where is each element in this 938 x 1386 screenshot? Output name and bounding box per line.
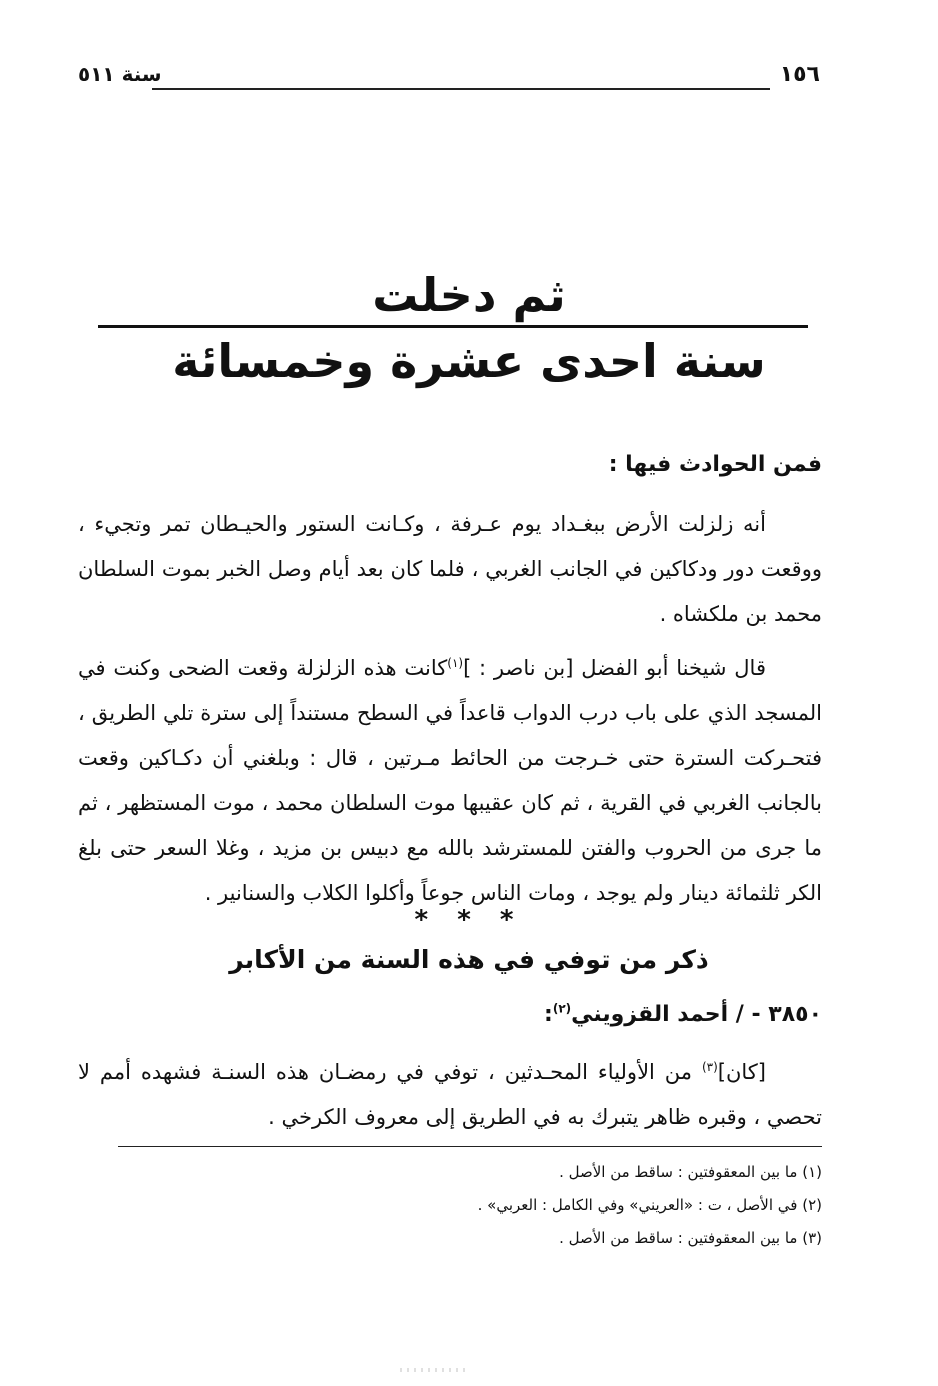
biography-entry-heading bbox=[544, 1002, 822, 1027]
paragraph-text: قال شيخنا أبو الفضل [بن ناصر : ] bbox=[463, 656, 766, 680]
page-number: ١٥٦ bbox=[779, 62, 820, 87]
title-divider bbox=[98, 325, 808, 328]
paragraph-earthquake bbox=[78, 502, 822, 637]
section-separator: * * * bbox=[414, 905, 524, 935]
scan-speckle bbox=[400, 1368, 470, 1372]
section-heading: ذكر من توفي في هذه السنة من الأكابر bbox=[229, 945, 709, 974]
chapter-title-line1: ثم دخلت bbox=[372, 268, 566, 322]
footnote-ref-1[interactable]: (١) bbox=[447, 656, 464, 670]
footnote-ref-2[interactable]: (٢) bbox=[552, 1001, 572, 1016]
bracket-text: [كان] bbox=[717, 1060, 766, 1084]
paragraph-biography bbox=[78, 1050, 822, 1140]
paragraph-text: كانت هذه الزلزلة وقعت الضحى وكنت في المسجد الذي على باب درب الدواب قاعداً في السطح مستنداً إلى سترة تلي الطريق ، فتحـركت السترة حتى خـرجت من الحائط مـرتين ، قال : وبلغني أن دكـاكين وقعت بالجانب الغربي في القرية ، ثم كان عقيبها موت السلطان محمد ، موت المستظهر ، ثم ما جرى من الحروب والفتن للمسترشد بالله مع دبيس بن مزيد ، وغلا السعر حتى بلغ الكر ثلثمائة دينار ولم يوجد ، ومات الناس جوعاً وأكلوا الكلاب والسنانير . bbox=[78, 656, 822, 905]
paragraph-narration bbox=[78, 646, 822, 916]
footnote-2: (٢) في الأصل ، ت : «العريني» وفي الكامل : العربي» . bbox=[477, 1196, 822, 1214]
paragraph-text: أنه زلزلت الأرض ببغـداد يوم عـرفة ، وكـانت الستور والحيـطان تمر وتجيء ، ووقعت دور ودكاكين في الجانب الغربي ، فلما كان بعد أيام وصل الخبر بموت السلطان محمد بن ملكشاه . bbox=[78, 512, 822, 626]
chapter-title-line2: سنة احدى عشرة وخمسائة bbox=[172, 334, 766, 388]
entry-suffix: : bbox=[544, 1002, 553, 1027]
events-subheading: فمن الحوادث فيها : bbox=[608, 452, 822, 477]
paragraph-text: من الأولياء المحـدثين ، توفي في رمضـان هذه السنـة فشهده أمم لا تحصي ، وقبره ظاهر يتبرك به في الطريق إلى معروف الكرخي . bbox=[78, 1060, 822, 1129]
footnote-3: (٣) ما بين المعقوفتين : ساقط من الأصل . bbox=[559, 1229, 822, 1247]
footnote-ref-3[interactable]: (٣) bbox=[701, 1060, 718, 1074]
footnote-rule bbox=[118, 1146, 822, 1147]
footnote-1: (١) ما بين المعقوفتين : ساقط من الأصل . bbox=[559, 1163, 822, 1181]
header-rule bbox=[152, 88, 770, 90]
running-header-year: سنة ٥١١ bbox=[78, 62, 162, 86]
entry-title: ٣٨٥٠ - / أحمد القزويني bbox=[571, 1002, 822, 1027]
footnotes bbox=[160, 1156, 822, 1255]
